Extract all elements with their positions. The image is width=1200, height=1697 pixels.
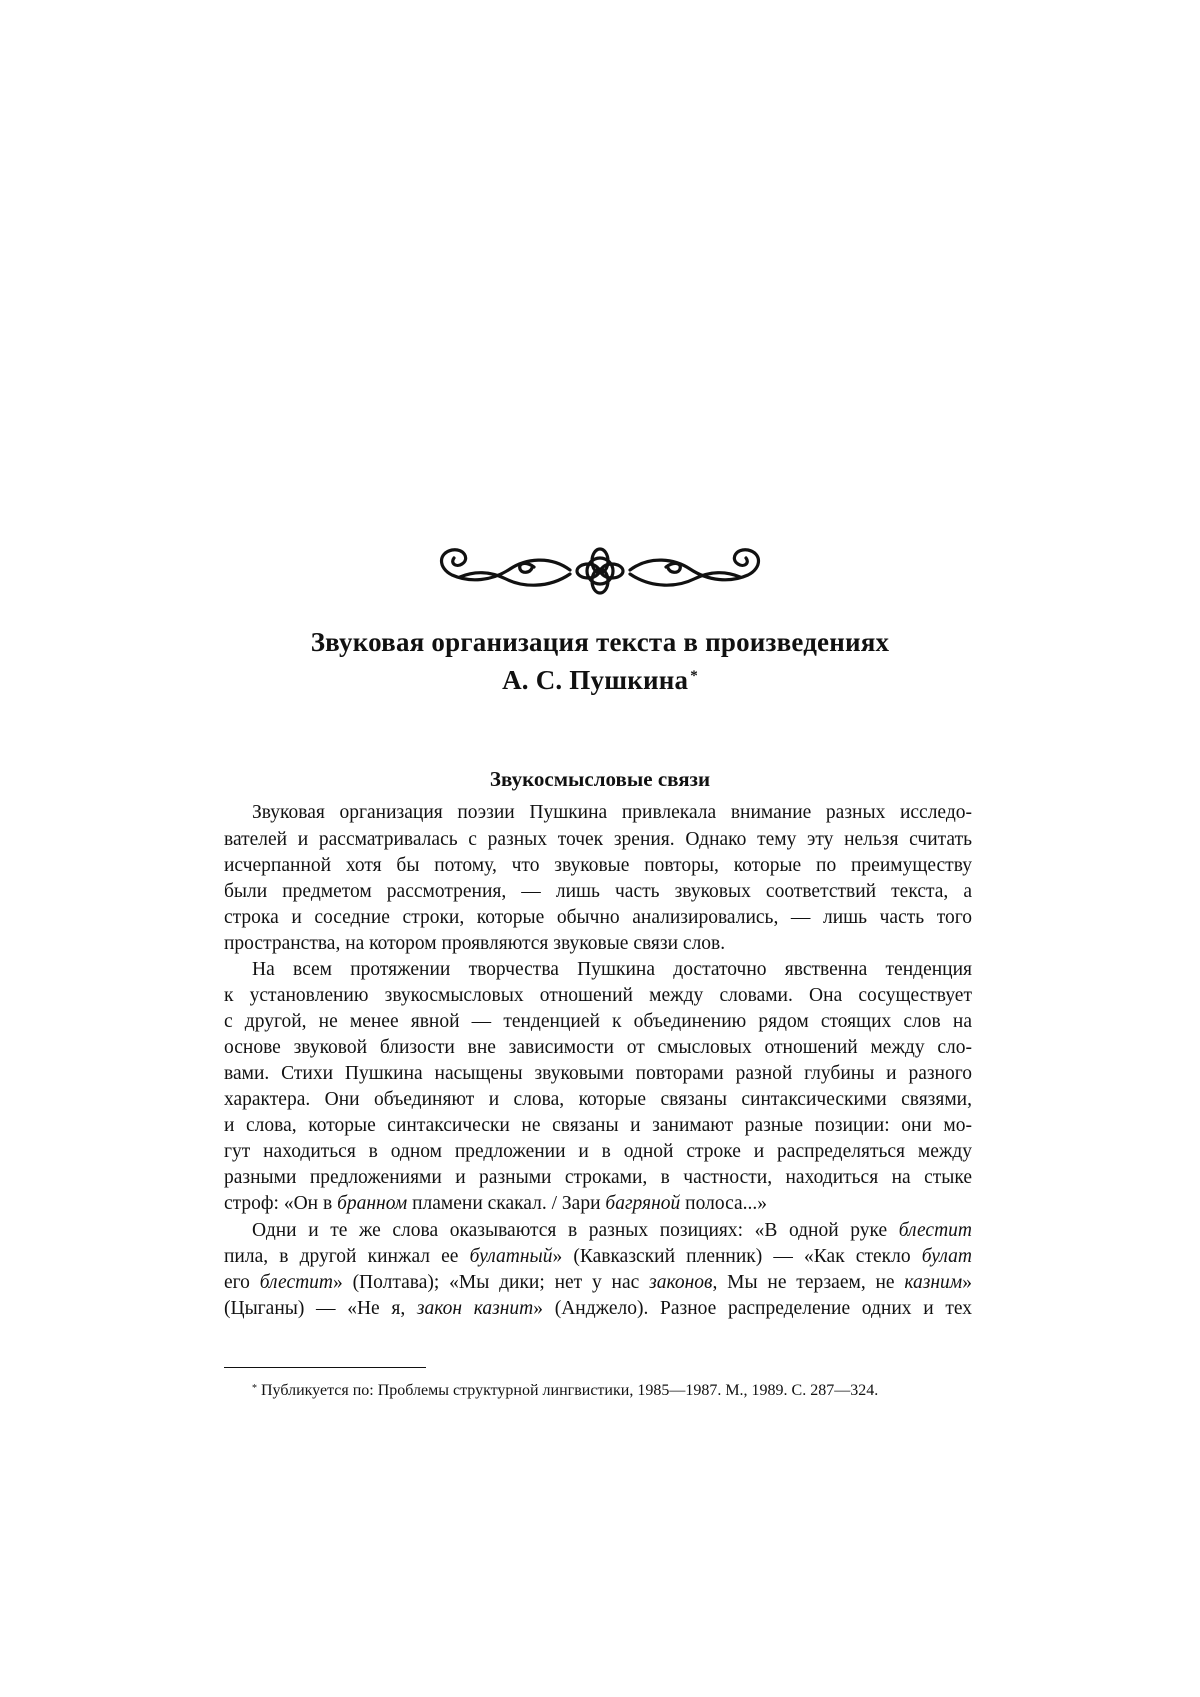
body-line: вами. Стихи Пушкина насыщены звуковыми повторами разной глубины и разного [224, 1063, 972, 1084]
text-run: пламени скакал. / Зари [407, 1193, 606, 1214]
body-line: к установлению звукосмысловых отношений между словами. Она сосуществует [224, 985, 972, 1006]
body-line: характера. Они объединяют и слова, которые связаны синтаксическими связями, [224, 1089, 972, 1110]
footnote-separator [224, 1367, 426, 1368]
body-line: вателей и рассматривалась с разных точек зрения. Однако тему эту нельзя считать [224, 829, 972, 850]
body-line [224, 1296, 972, 1322]
body-line: строка и соседние строки, которые обычно анализировались, — лишь часть того [224, 907, 972, 928]
italic-run: блестит [898, 1220, 972, 1241]
text-run: его [224, 1272, 260, 1293]
text-run: Одни и те же слова оказываются в разных позициях: «В одной руке [252, 1220, 899, 1241]
article-title-line-1: Звуковая организация текста в произведениях [310, 627, 890, 657]
body-line: были предметом рассмотрения, — лишь часть звуковых соответствий текста, а [224, 881, 972, 902]
italic-run: бранном [337, 1193, 408, 1214]
body-line [252, 1218, 972, 1244]
italic-run: закон казнит [416, 1298, 534, 1319]
body-line: разными предложениями и разными строками, в частности, находиться на стыке [224, 1167, 972, 1188]
italic-run: блестит [259, 1272, 334, 1293]
body-line [224, 1244, 972, 1270]
body-line: основе звуковой близости вне зависимости от смысловых отношений между сло- [224, 1037, 972, 1058]
footnote-text: Публикуется по: Проблемы структурной лингвистики, 1985—1987. М., 1989. С. 287—324. [261, 1382, 879, 1399]
italic-run: законов [649, 1272, 713, 1293]
text-run: » (Кавказский пленник) — «Как стекло [552, 1246, 922, 1267]
text-run: (Цыганы) — «Не я, [224, 1298, 417, 1319]
article-title-line-2 [200, 663, 1000, 697]
italic-run: багряной [605, 1193, 681, 1214]
section-heading: Звукосмысловые связи [489, 767, 711, 791]
text-run: » [962, 1272, 973, 1293]
footnote-mark: * [252, 1383, 257, 1394]
body-line [224, 1270, 972, 1296]
body-line: пространства, на котором проявляются звуковые связи слов. [224, 933, 726, 954]
footnote [252, 1380, 972, 1402]
italic-run: булатный [469, 1246, 553, 1267]
article-title-author: А. С. Пушкина [502, 665, 689, 695]
text-run: , Мы не терзаем, не [712, 1272, 905, 1293]
text-run: пила, в другой кинжал ее [224, 1246, 470, 1267]
body-line-quote [224, 1191, 972, 1217]
body-line: Звуковая организация поэзии Пушкина привлекала внимание разных исследо- [252, 802, 972, 823]
text-run: строф: «Он в [224, 1193, 338, 1214]
text-run: » (Полтава); «Мы дики; нет у нас [333, 1272, 650, 1293]
scroll-flourish-ornament-icon [430, 537, 770, 607]
body-line: гут находиться в одном предложении и в одной строке и распределяться между [224, 1141, 972, 1162]
body-line: и слова, которые синтаксически не связаны и занимают разные позиции: они мо- [224, 1115, 972, 1136]
text-run: » (Анджело). Разное распределение одних и тех [533, 1298, 972, 1319]
body-line: с другой, не менее явной — тенденцией к объединению рядом стоящих слов на [224, 1011, 972, 1032]
body-line: исчерпанной хотя бы потому, что звуковые повторы, которые по преимуществу [224, 855, 972, 876]
italic-run: казним [904, 1272, 963, 1293]
text-run: полоса...» [680, 1193, 767, 1214]
body-line: На всем протяжении творчества Пушкина достаточно явственна тенденция [252, 959, 972, 980]
title-footnote-mark: * [690, 668, 698, 684]
italic-run: булат [921, 1246, 972, 1267]
